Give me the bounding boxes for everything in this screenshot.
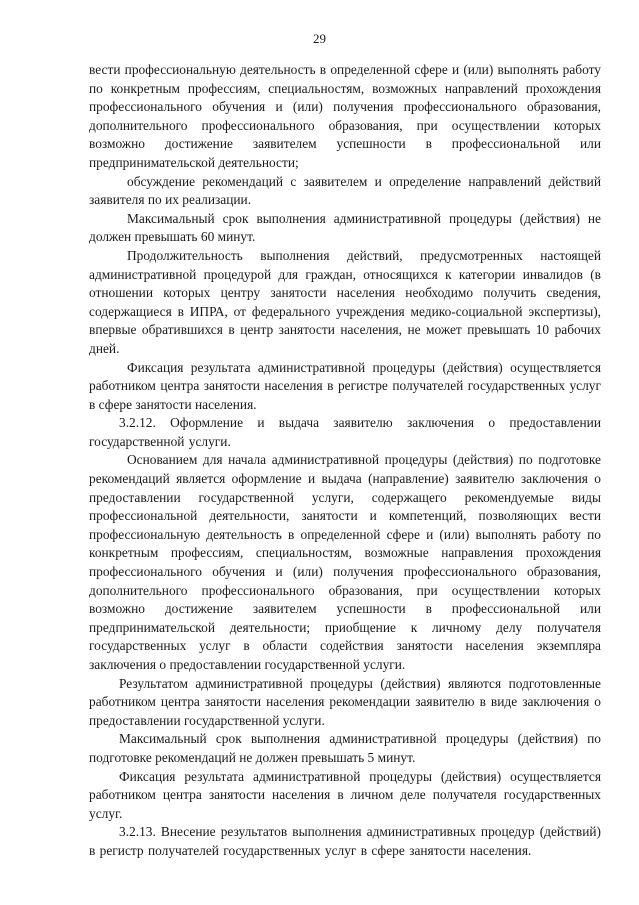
paragraph-max-duration-5: Максимальный срок выполнения административной процедуры (действия) по подготовке рекомендаций не должен превышать 5 минут. <box>89 731 601 765</box>
paragraph-discussion: обсуждение рекомендаций с заявителем и определение направлений действий заявителя по их реализации. <box>89 173 601 208</box>
paragraph-max-duration-60: Максимальный срок выполнения административной процедуры (действия) не должен превышать 60 минут. <box>89 210 601 245</box>
paragraph-result: Результатом административной процедуры (действия) являются подготовленные работником центра занятости населения рекомендации заявителю в виде заключения о предоставлении государственной услуги. <box>89 675 601 728</box>
paragraph-duration-disabled: Продолжительность выполнения действий, предусмотренных настоящей административной процедурой для граждан, относящихся к категории инвалидов (в отношении которых центру занятости населения необходимо получить сведения, содержащиеся в ИПРА, от федерального учреждения медико-социальной экспертизы), впервые обратившихся в центр занятости населения, не может превышать 10 рабочих дней. <box>89 247 601 356</box>
paragraph-fixation-register: Фиксация результата административной процедуры (действия) осуществляется работником центра занятости населения в регистре получателей государственных услуг в сфере занятости населения. <box>89 359 601 412</box>
paragraph-continuation: вести профессиональную деятельность в определенной сфере и (или) выполнять работу по конкретным профессиям, специальностям, возможных направлений прохождения профессионального обучения и (или) получения профессионального образования, дополнительного профессионального образования, при осуществлении которых возможно достижение заявителем успешности в профессиональной или предпринимательской деятельности; <box>89 62 601 170</box>
page-number: 29 <box>313 31 326 46</box>
paragraph-basis: Основанием для начала административной процедуры (действия) по подготовке рекомендаций является оформление и выдача (направление) заявителю заключения о предоставлении государственной услуги, содержащего рекомендуемые виды профессиональной деятельности, занятости и компетенций, позволяющих вести профессиональную деятельность в определенной сфере и (или) выполнять работу по конкретным профессиям, специальностям, возможные направления прохождения профессионального обучения и (или) получения профессионального образования, дополнительного профессионального образования, при осуществлении которых возможно достижение заявителем успешности в профессиональной или предпринимательской деятельности; приобщение к личному делу получателя государственных услуг в области содействия занятости населения экземпляра заключения о предоставлении государственной услуги. <box>89 452 601 672</box>
section-heading-3-2-13: 3.2.13. Внесение результатов выполнения административных процедур (действий) в регистр получателей государственных услуг в сфере занятости населения. <box>89 824 601 858</box>
paragraph-fixation-personal-file: Фиксация результата административной процедуры (действия) осуществляется работником центра занятости населения в личном деле получателя государственных услуг. <box>89 768 601 821</box>
section-heading-3-2-12: 3.2.12. Оформление и выдача заявителю заключения о предоставлении государственной услуги. <box>89 415 601 449</box>
document-body <box>89 61 601 861</box>
